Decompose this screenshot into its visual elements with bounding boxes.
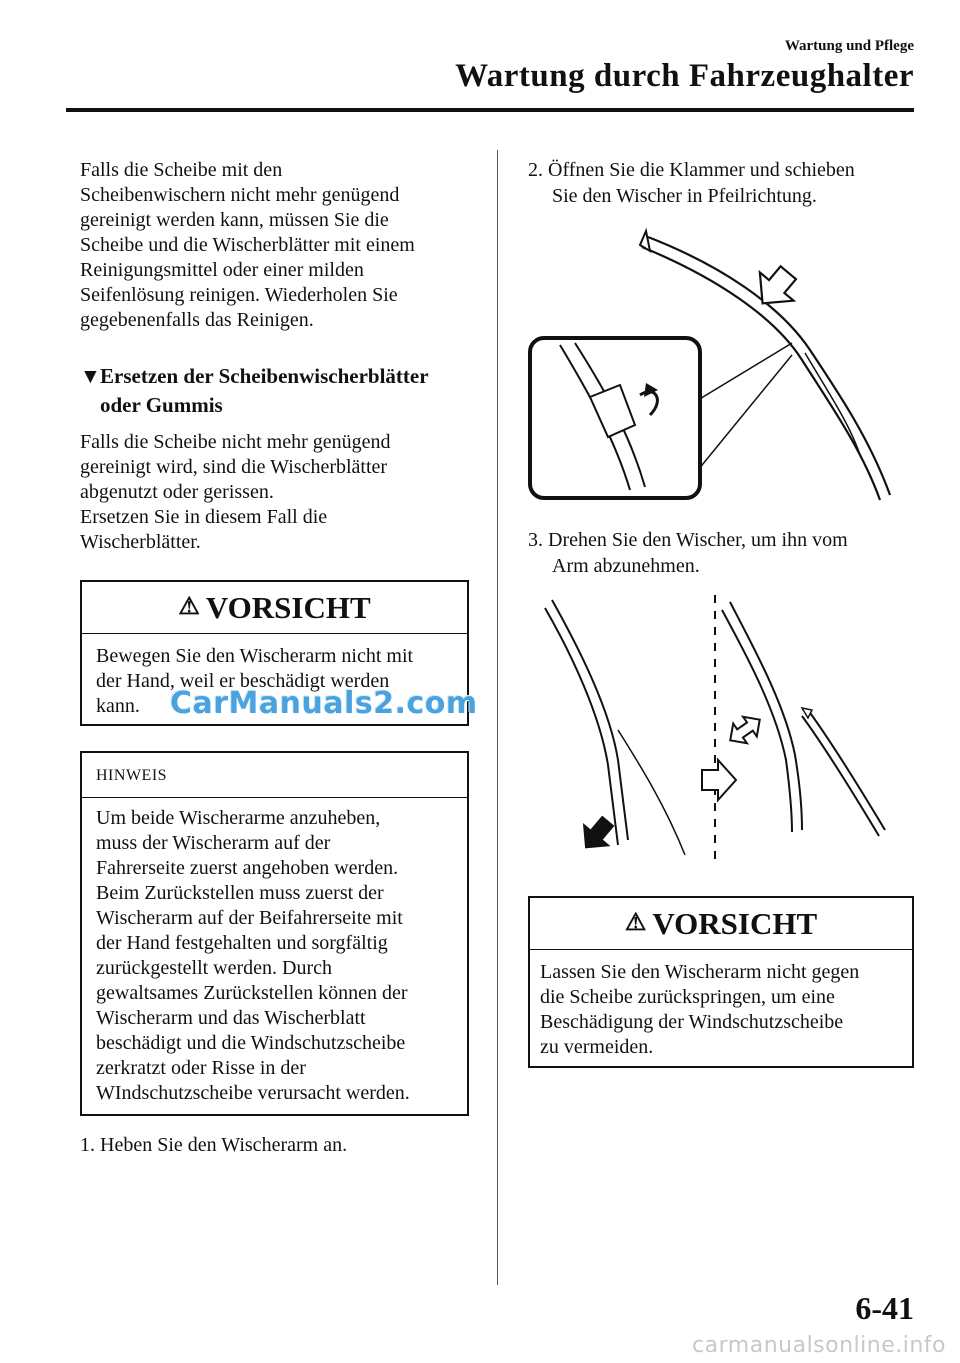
intro-line: Scheibenwischern nicht mehr genügend <box>80 184 400 206</box>
caution-title: VORSICHT <box>652 906 818 941</box>
wiper-removal-illustration <box>540 590 900 870</box>
note-line: zerkratzt oder Risse in der <box>96 1057 306 1079</box>
step-1: 1. Heben Sie den Wischerarm an. <box>80 1134 348 1156</box>
heading-line: oder Gummis <box>100 393 223 417</box>
caution-title: VORSICHT <box>205 590 371 625</box>
note-line: zurückgestellt werden. Durch <box>96 957 333 979</box>
note-title: HINWEIS <box>96 767 168 784</box>
wiper-clip-illustration <box>520 225 920 505</box>
note-box <box>80 751 469 1116</box>
note-line: Wischerarm auf der Beifahrerseite mit <box>96 907 403 929</box>
note-line: der Hand festgehalten und sorgfältig <box>96 932 388 954</box>
caution-line: Lassen Sie den Wischerarm nicht gegen <box>540 961 860 983</box>
body-line: Ersetzen Sie in diesem Fall die <box>80 506 328 528</box>
heading-line: Ersetzen der Scheibenwischerblätter <box>100 364 429 388</box>
page-number: 6-41 <box>855 1290 914 1326</box>
body-line: Wischerblätter. <box>80 531 201 553</box>
step-3-line: Arm abzunehmen. <box>552 555 700 577</box>
caution-line: Beschädigung der Windschutzscheibe <box>540 1011 844 1033</box>
heading-marker-icon: ▼ <box>80 364 101 388</box>
caution-line: die Scheibe zurückspringen, um eine <box>540 986 835 1008</box>
body-line: Falls die Scheibe nicht mehr genügend <box>80 431 391 453</box>
note-text <box>82 798 467 1106</box>
body-line: gereinigt wird, sind die Wischerblätter <box>80 456 388 478</box>
note-line: beschädigt und die Windschutzscheibe <box>96 1032 406 1054</box>
body-line: abgenutzt oder gerissen. <box>80 481 274 503</box>
note-line: WIndschutzscheibe verursacht werden. <box>96 1082 410 1104</box>
intro-line: gegebenenfalls das Reinigen. <box>80 309 314 331</box>
step-3-line: 3. Drehen Sie den Wischer, um ihn vom <box>528 529 848 551</box>
watermark-logo: CarManuals2.com <box>170 686 478 721</box>
note-line: Um beide Wischerarme anzuheben, <box>96 807 381 829</box>
note-line: Wischerarm und das Wischerblatt <box>96 1007 366 1029</box>
note-line: gewaltsames Zurückstellen können der <box>96 982 408 1004</box>
intro-paragraph <box>80 158 415 333</box>
section-title: Wartung und Pflege <box>784 38 914 54</box>
note-line: Fahrerseite zuerst angehoben werden. <box>96 857 399 879</box>
caution-line: zu vermeiden. <box>540 1036 654 1058</box>
warning-triangle-icon: ⚠ <box>624 910 647 936</box>
intro-line: Seifenlösung reinigen. Wiederholen Sie <box>80 284 398 306</box>
intro-line: Scheibe und die Wischerblätter mit einem <box>80 234 415 256</box>
step-2-line: Sie den Wischer in Pfeilrichtung. <box>552 185 817 207</box>
step-2-line: 2. Öffnen Sie die Klammer und schieben <box>528 159 855 181</box>
body-paragraph <box>80 430 390 555</box>
intro-line: Falls die Scheibe mit den <box>80 159 283 181</box>
column-divider <box>497 150 498 1285</box>
section-heading <box>80 362 429 420</box>
chapter-title: Wartung durch Fahrzeughalter <box>455 58 914 94</box>
intro-line: gereinigt werden kann, müssen Sie die <box>80 209 389 231</box>
footer-watermark: carmanualsonline.info <box>692 1333 946 1358</box>
note-line: Beim Zurückstellen muss zuerst der <box>96 882 384 904</box>
caution-line: kann. <box>96 695 140 717</box>
header-rule <box>66 108 914 112</box>
note-line: muss der Wischerarm auf der <box>96 832 331 854</box>
caution-box <box>528 896 914 1068</box>
caution-line: Bewegen Sie den Wischerarm nicht mit <box>96 645 414 667</box>
warning-triangle-icon: ⚠ <box>178 594 200 620</box>
caution-text <box>530 950 912 1060</box>
caution-line: der Hand, weil er beschädigt werden <box>96 670 390 692</box>
intro-line: Reinigungsmittel oder einer milden <box>80 259 364 281</box>
